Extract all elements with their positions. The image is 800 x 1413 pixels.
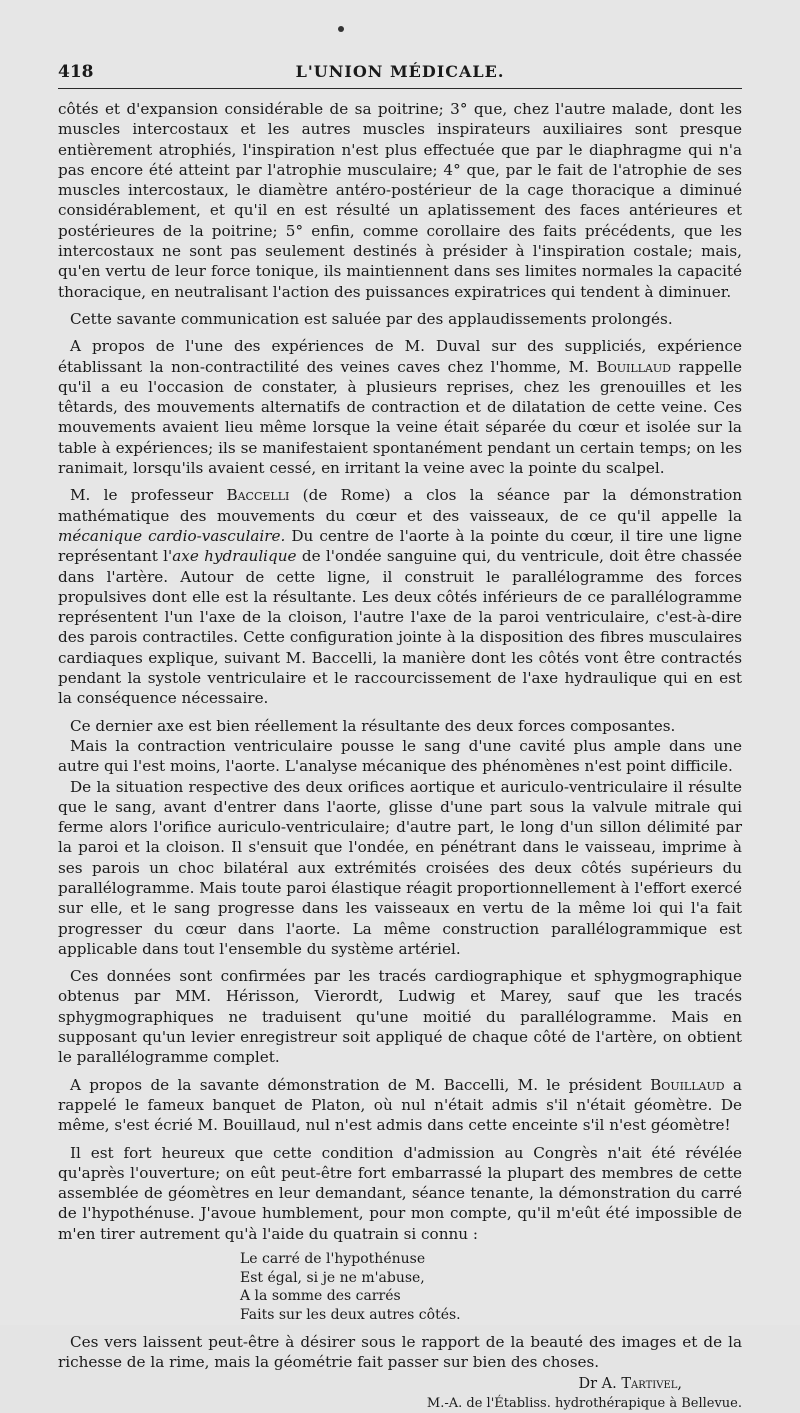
quatrain-line: Est égal, si je ne m'abuse,	[240, 1269, 425, 1286]
author-affiliation: M.-A. de l'Établiss. hydrothérapique à Bellevue.	[426, 1395, 742, 1411]
paragraph-closing: Ces vers laissent peut-être à désirer sous le rapport de la beauté des images et de la richesse de la rime, mais la géométrie fait passer sur bien des choses.	[58, 1333, 742, 1372]
author-surname: Tartivel	[621, 1375, 678, 1392]
quatrain-line: A la somme des carrés	[240, 1288, 401, 1305]
article-body	[58, 99, 742, 1413]
author-name	[58, 1375, 742, 1394]
quatrain-line: Faits sur les deux autres côtés.	[240, 1306, 461, 1323]
paragraph-ventricular-contraction: Mais la contraction ventriculaire pousse le sang d'une cavité plus ample dans une autre qui l'est moins, l'aorte. L'analyse mécanique des phénomènes n'est point difficile.	[58, 736, 742, 776]
paragraph-resultant-axis: Ce dernier axe est bien réellement la résultante des deux forces composantes.	[70, 716, 676, 735]
text-run: Du centre de l'aorte à la pointe du cœur, il tire une ligne représentant l'	[58, 526, 742, 566]
text-run: M. le professeur	[70, 486, 227, 505]
signature	[58, 1375, 742, 1413]
page-number: 418	[58, 62, 94, 82]
text-run: A propos de la savante démonstration de M. Baccelli, M. le président	[70, 1075, 651, 1094]
text-run: a rappelé le fameux banquet de Platon, où nul n'était admis s'il n'était géomètre. De même, s'est écrié M. Bouillaud, nul n'est admis dans cette enceinte s'il n'est géomètre!	[58, 1075, 742, 1135]
paragraph-hypotenuse: Il est fort heureux que cette condition d'admission au Congrès n'ait été révélée qu'après l'ouverture; on eût peut-être fort embarrassé la plupart des membres de cette assemblée de géomètres en leur demandant, séance tenante, la démonstration du carré de l'hypothénuse. J'avoue humblement, pour mon compte, qu'il m'eût été impossible de m'en tirer autrement qu'à l'aide du quatrain si connu :	[58, 1143, 742, 1243]
quatrain-line: Le carré de l'hypothénuse	[240, 1251, 426, 1268]
paragraph-applause: Cette savante communication est saluée par des applaudissements prolongés.	[70, 309, 673, 328]
person-name: Baccelli	[226, 486, 290, 505]
emphasis-term: mécanique cardio-vasculaire.	[58, 526, 286, 545]
author-punctuation: ,	[677, 1375, 682, 1392]
paragraph-duval-veins	[58, 336, 742, 478]
paragraph-intercostal-conclusions: côtés et d'expansion considérable de sa poitrine; 3° que, chez l'autre malade, dont les muscles intercostaux et les autres muscles inspirateurs auxiliaires sont presque entièrement atrophiés, l'inspiration n'est plus effectuée que par le diaphragme qui n'a pas encore été atteint par l'atrophie musculaire; 4° que, par le fait de l'atrophie de ses muscles intercostaux, le diamètre antéro-postérieur de la cage thoracique a diminué considérablement, et qu'il en est résulté un aplatissement des faces antérieures et postérieures de la poitrine; 5° enfin, comme corollaire des faits précédents, que les intercostaux ne sont pas seulement destinés à présider à l'inspiration costale; mais, qu'en vertu de leur force tonique, ils maintiennent dans ses limites normales la capacité thoracique, en neutralisant l'action des puissances expiratrices qui tendent à diminuer.	[58, 100, 742, 301]
paragraph-orifices: De la situation respective des deux orifices aortique et auriculo-ventriculaire il résulte que le sang, avant d'entrer dans l'aorte, glisse d'une part sous la valvule mitrale qui ferme alors l'orifice auriculo-ventriculaire; d'autre part, le long d'un sillon délimité par la paroi et la cloison. Il s'ensuit que l'ondée, en pénétrant dans le vaisseau, imprime à ses parois un choc bilatéral aux extrémités croisées des deux côtés supérieurs du parallélogramme. Mais toute paroi élastique réagit proportionnellement à l'effort exercé sur elle, et le sang progresse dans les vaisseaux en vertu de la même loi qui l'a fait progresser du cœur dans l'aorte. La même construction parallélogrammique est applicable dans tout l'ensemble du système artériel.	[58, 777, 742, 958]
paragraph-tracings: Ces données sont confirmées par les tracés cardiographique et sphygmographique obtenus par MM. Hérisson, Vierordt, Ludwig et Marey, sauf que les tracés sphygmographiques ne traduisent qu'une moitié du parallélogramme. Mais en supposant qu'un levier enregistreur soit appliqué de chaque côté de l'artère, on obtient le parallélogramme complet.	[58, 967, 742, 1067]
text-run: de l'ondée sanguine qui, du ventricule, doit être chassée dans l'artère. Autour de cette ligne, il construit le parallélogramme des forces propulsives dont elle est la résultante. Les deux côtés inférieurs de ce parallélogramme représentent l'un l'axe de la cloison, l'autre l'axe de la paroi ventriculaire, c'est-à-dire des parois contractiles. Cette configuration jointe à la disposition des fibres musculaires cardiaques explique, suivant M. Baccelli, la manière dont les côtés vont être contractés pendant la systole ventriculaire et le raccourcissement de l'axe hydraulique qui en est la conséquence nécessaire.	[58, 547, 743, 708]
page-header	[58, 58, 742, 89]
text-run: A propos de l'une des expériences de M. Duval sur des suppliciés, expérience établissant la non-contractilité des veines caves chez l'homme, M.	[58, 337, 742, 376]
printer-mark	[338, 26, 344, 32]
person-name: Bouillaud	[596, 357, 671, 376]
emphasis-term: axe hydraulique	[172, 547, 297, 566]
quatrain	[240, 1250, 742, 1324]
paragraph-baccelli-mechanics	[58, 485, 742, 708]
author-title: Dr A.	[578, 1375, 622, 1392]
person-name: Bouillaud	[650, 1075, 725, 1094]
paragraph-platon-banquet	[58, 1075, 742, 1136]
running-title: L'UNION MÉDICALE.	[295, 62, 505, 81]
text-run: (de Rome) a clos la séance par la démonstration mathématique des mouvements du cœur et des vaisseaux, de ce qu'il appelle la	[58, 486, 742, 525]
text-run: rappelle qu'il a eu l'occasion de constater, à plusieurs reprises, chez les grenouilles et les têtards, des mouvements alternatifs de contraction et de dilatation de cette veine. Ces mouvements avaient lieu même lorsque la veine était séparée du cœur et isolée sur la table à expériences; ils se manifestaient spontanément pendant un certain temps; on les ranimait, lorsqu'ils avaient cessé, en irritant la veine avec la pointe du scalpel.	[58, 357, 742, 478]
